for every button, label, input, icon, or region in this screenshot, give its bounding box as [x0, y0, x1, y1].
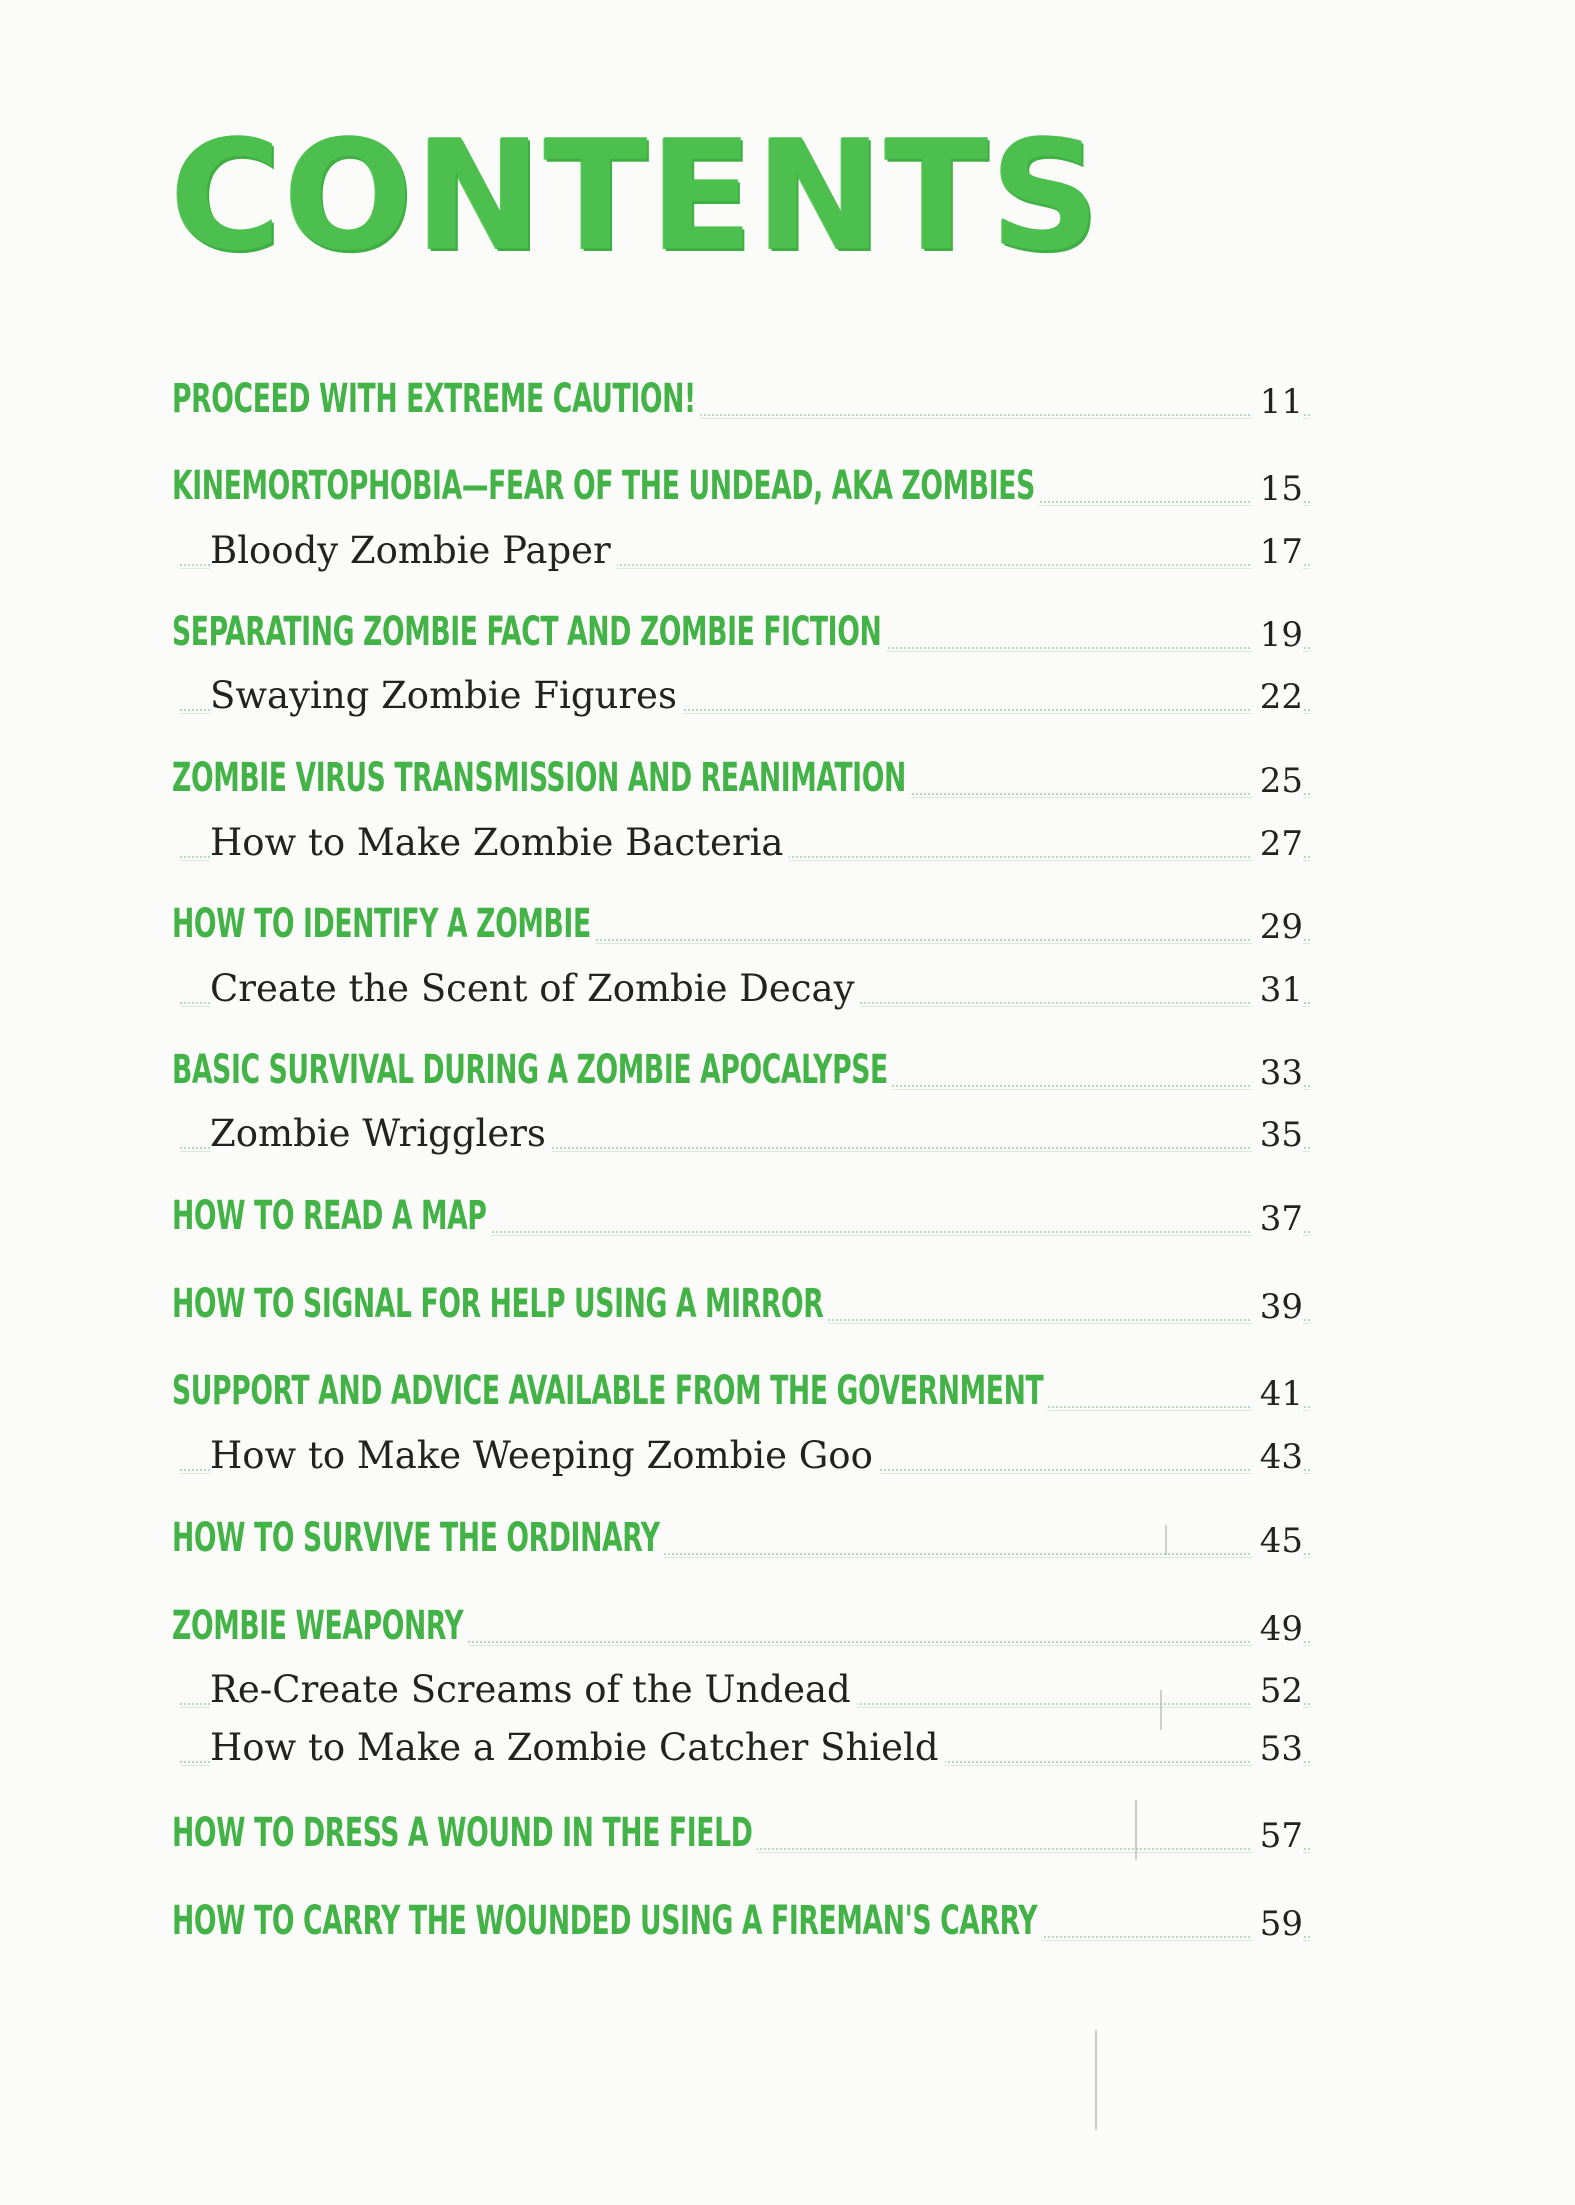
section-title: Re-Create Screams of the Undead	[210, 1668, 857, 1711]
page-number: 11	[1252, 382, 1303, 422]
toc-entry	[0, 605, 1575, 661]
toc-entry	[0, 1364, 1575, 1420]
page-number: 45	[1252, 1521, 1303, 1561]
page-number: 59	[1252, 1904, 1303, 1944]
chapter-title: ZOMBIE VIRUS TRANSMISSION AND REANIMATION	[172, 755, 910, 801]
toc-entry	[0, 1105, 1575, 1161]
scan-artifact	[1095, 2030, 1097, 2130]
chapter-title: HOW TO SURVIVE THE ORDINARY	[172, 1515, 664, 1561]
toc-entry	[0, 1277, 1575, 1333]
page-number: 57	[1252, 1816, 1303, 1856]
page-number: 19	[1252, 615, 1303, 655]
section-title: How to Make Zombie Bacteria	[210, 821, 789, 864]
page-number: 52	[1252, 1671, 1303, 1711]
page-number: 43	[1252, 1437, 1303, 1477]
page-title: CONTENTS	[170, 107, 1102, 284]
scan-artifact	[1135, 1800, 1137, 1860]
chapter-title: HOW TO IDENTIFY A ZOMBIE	[172, 901, 595, 947]
chapter-title: KINEMORTOPHOBIA—FEAR OF THE UNDEAD, AKA ZOMBIES	[172, 463, 1039, 509]
toc-entry	[0, 459, 1575, 515]
toc-entry	[0, 960, 1575, 1016]
page-number: 17	[1252, 532, 1303, 572]
toc-entry	[0, 1661, 1575, 1717]
page-number: 29	[1252, 907, 1303, 947]
page-number: 33	[1252, 1053, 1303, 1093]
toc-entry	[0, 1043, 1575, 1099]
toc-entry	[0, 522, 1575, 578]
scan-artifact	[1165, 1525, 1167, 1555]
toc-entry	[0, 897, 1575, 953]
chapter-title: HOW TO DRESS A WOUND IN THE FIELD	[172, 1810, 757, 1856]
page-number: 25	[1252, 761, 1303, 801]
toc-entry	[0, 1599, 1575, 1655]
toc-entry	[0, 1719, 1575, 1775]
toc-entry	[0, 372, 1575, 428]
page-number: 41	[1252, 1374, 1303, 1414]
chapter-title: HOW TO CARRY THE WOUNDED USING A FIREMAN'S CARRY	[172, 1898, 1042, 1944]
page-number: 37	[1252, 1199, 1303, 1239]
toc-entry	[0, 1427, 1575, 1483]
chapter-title: SUPPORT AND ADVICE AVAILABLE FROM THE GOVERNMENT	[172, 1368, 1048, 1414]
section-title: Bloody Zombie Paper	[210, 529, 617, 572]
page-number: 35	[1252, 1115, 1303, 1155]
scan-artifact	[1160, 1690, 1162, 1730]
page-number: 31	[1252, 970, 1303, 1010]
chapter-title: HOW TO SIGNAL FOR HELP USING A MIRROR	[172, 1281, 828, 1327]
page-number: 27	[1252, 824, 1303, 864]
toc-entry	[0, 1189, 1575, 1245]
page-number: 15	[1252, 469, 1303, 509]
chapter-title: ZOMBIE WEAPONRY	[172, 1603, 468, 1649]
section-title: Create the Scent of Zombie Decay	[210, 967, 860, 1010]
chapter-title: SEPARATING ZOMBIE FACT AND ZOMBIE FICTION	[172, 609, 886, 655]
toc-entry	[0, 1511, 1575, 1567]
toc-entry	[0, 1806, 1575, 1862]
toc-entry	[0, 751, 1575, 807]
chapter-title: BASIC SURVIVAL DURING A ZOMBIE APOCALYPSE	[172, 1047, 892, 1093]
toc-entry	[0, 1894, 1575, 1950]
section-title: How to Make Weeping Zombie Goo	[210, 1434, 879, 1477]
chapter-title: HOW TO READ A MAP	[172, 1193, 491, 1239]
page-number: 39	[1252, 1287, 1303, 1327]
toc-entry	[0, 667, 1575, 723]
page-number: 22	[1252, 677, 1303, 717]
section-title: Zombie Wrigglers	[210, 1112, 552, 1155]
chapter-title: PROCEED WITH EXTREME CAUTION!	[172, 376, 700, 422]
page-number: 49	[1252, 1609, 1303, 1649]
page-number: 53	[1252, 1729, 1303, 1769]
toc-entry	[0, 814, 1575, 870]
section-title: How to Make a Zombie Catcher Shield	[210, 1726, 945, 1769]
section-title: Swaying Zombie Figures	[210, 674, 683, 717]
